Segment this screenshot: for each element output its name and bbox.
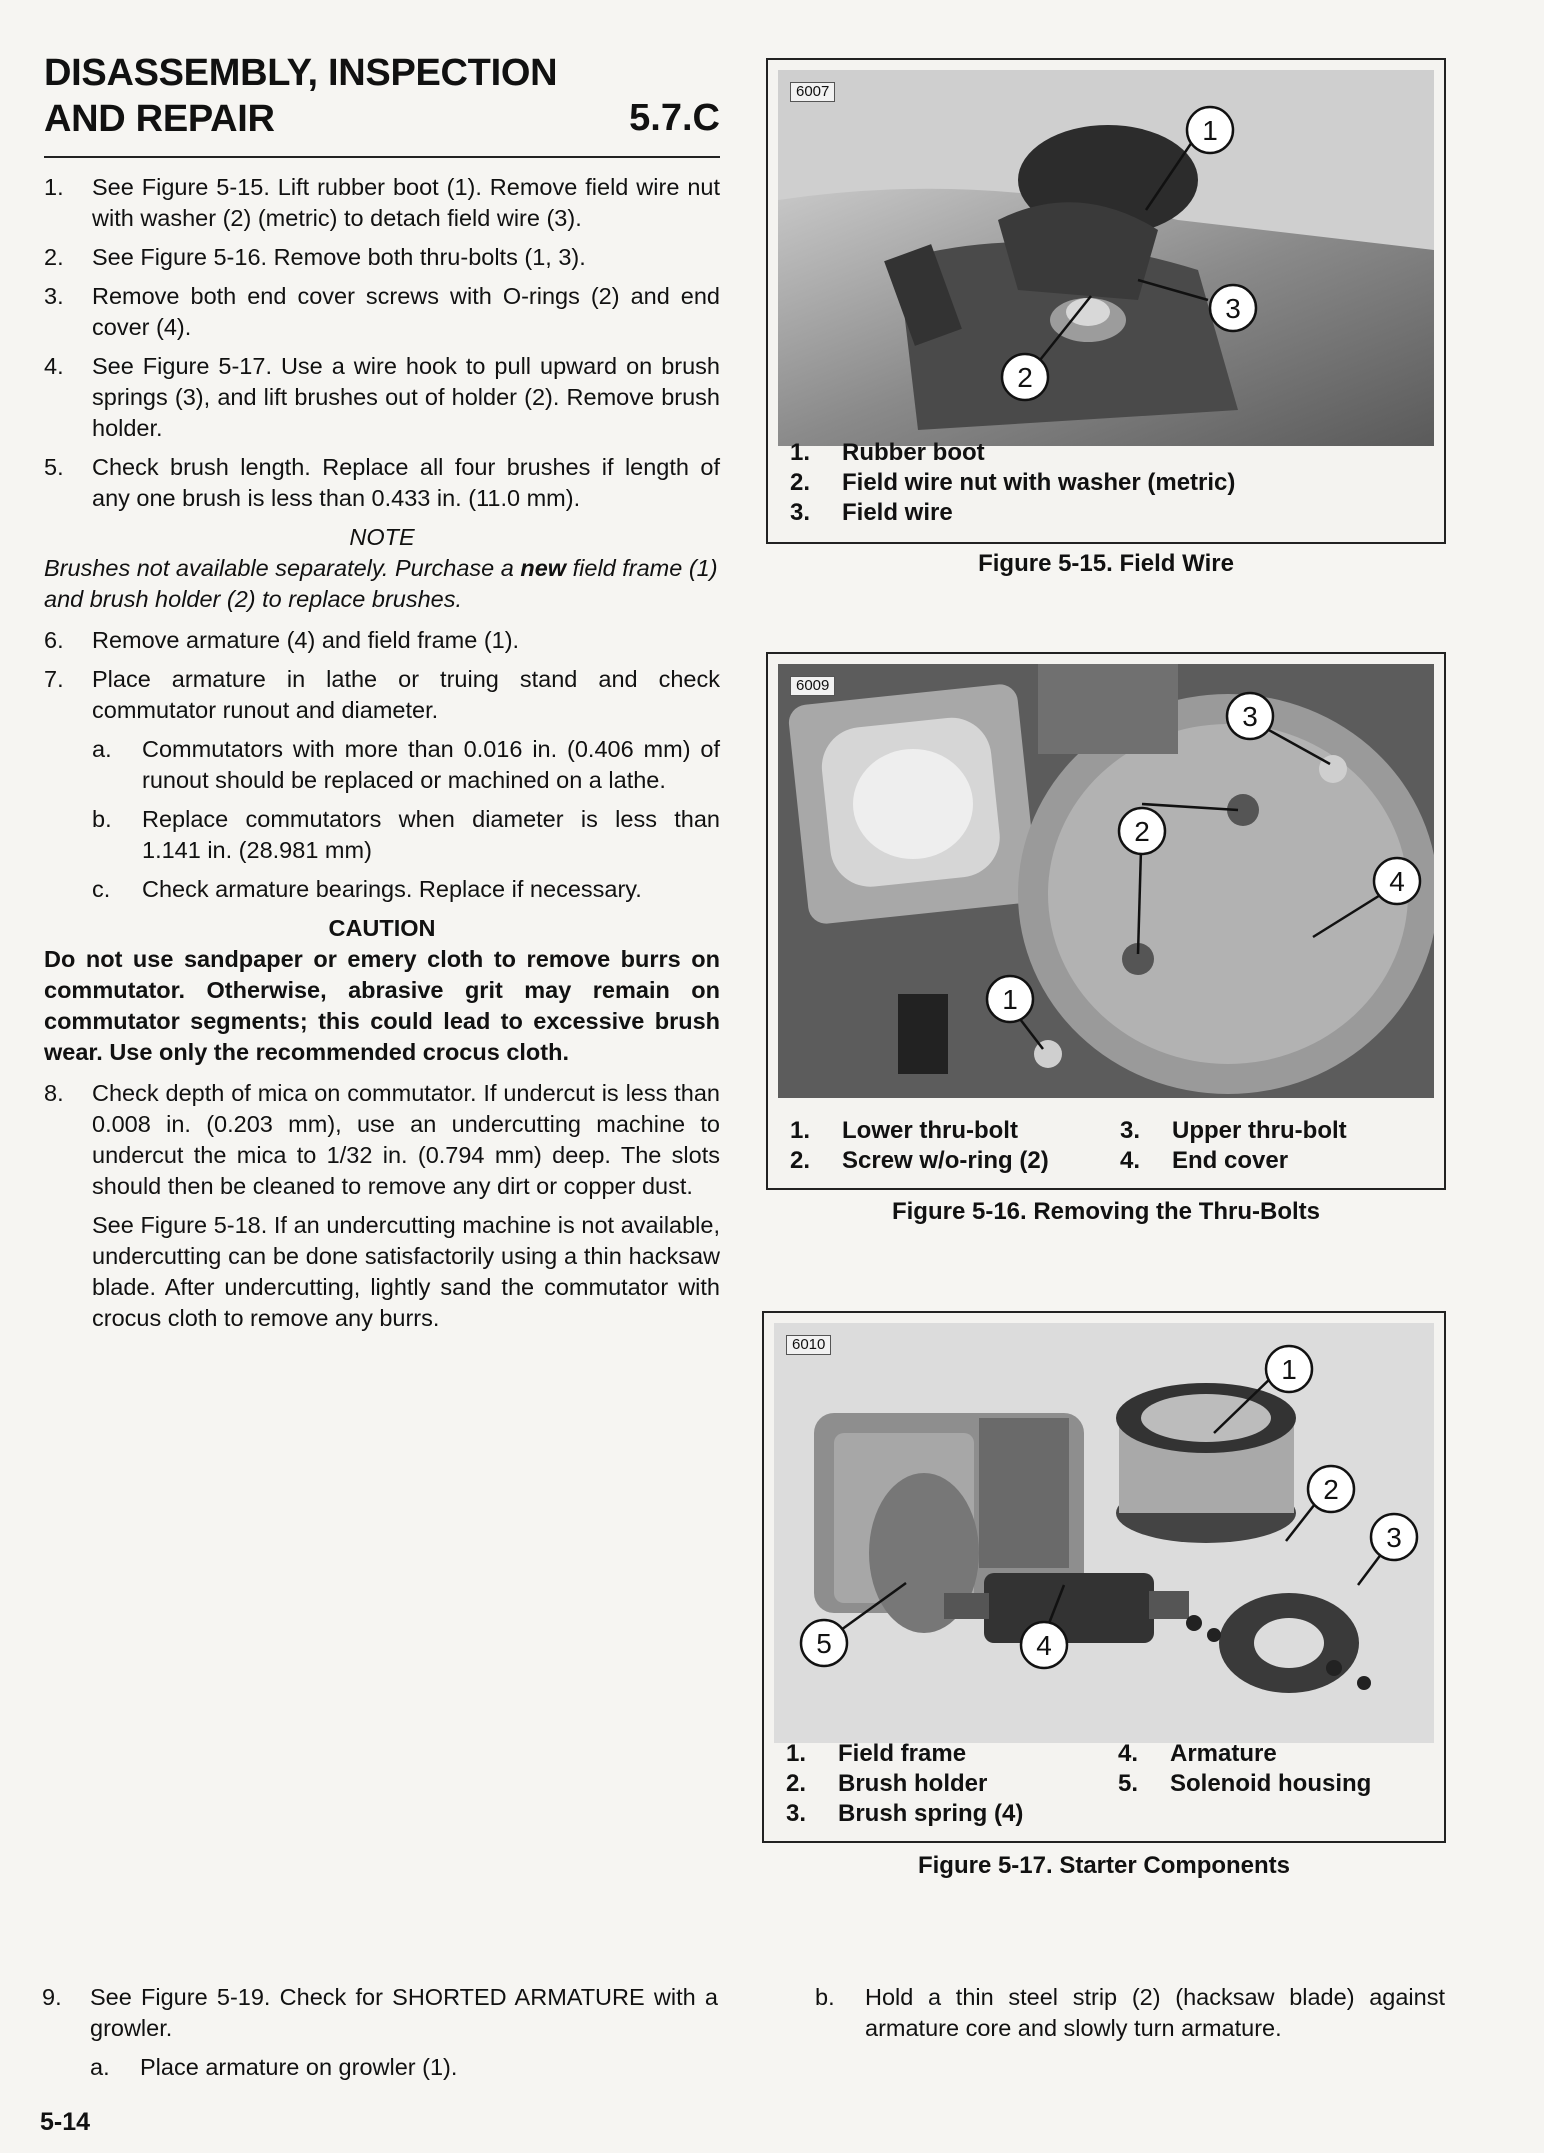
legend-item: 3. Upper thru-bolt xyxy=(1120,1117,1347,1144)
legend-item: 3. Field wire xyxy=(790,499,953,526)
callout-4 xyxy=(1374,858,1420,904)
svg-text:1: 1 xyxy=(1281,1354,1297,1385)
note-text: Brushes not available separately. Purchase a new field frame (1) and brush holder (2) to replace brushes. xyxy=(44,555,718,612)
caution-text: Do not use sandpaper or emery cloth to remove burrs on commutator. Otherwise, abrasive grit may remain on commutator segments; this could lead to excessive brush wear. Use only the recommended crocus cloth. xyxy=(44,946,720,1065)
step-4: 4. See Figure 5-17. Use a wire hook to pull upward on brush springs (3), and lift brushes out of holder (2). Remove brush holder. xyxy=(44,353,720,441)
legend-item: 2. Brush holder xyxy=(786,1770,988,1797)
fig17-legend-right xyxy=(1118,1739,1371,1799)
fig17-legend-left xyxy=(786,1739,1023,1829)
step-2: 2. See Figure 5-16. Remove both thru-bolts (1, 3). xyxy=(44,244,586,270)
legend-item: 2. Screw w/o-ring (2) xyxy=(790,1147,1049,1174)
svg-text:3: 3 xyxy=(1242,701,1258,732)
thru-bolts-photo xyxy=(778,664,1434,1098)
figure-5-17-caption: Figure 5-17. Starter Components xyxy=(917,1852,1291,1879)
svg-text:4: 4 xyxy=(1036,1630,1052,1661)
svg-text:5: 5 xyxy=(816,1628,832,1659)
fig16-callouts xyxy=(778,664,1434,1098)
callout-3 xyxy=(1371,1514,1417,1560)
fig17-callouts xyxy=(774,1323,1434,1743)
fig16-legend-right xyxy=(1120,1116,1347,1176)
figure-5-15-caption: Figure 5-15. Field Wire xyxy=(978,550,1234,577)
page-header xyxy=(44,50,720,142)
legend-item: 1. Rubber boot xyxy=(790,439,985,466)
note-heading: NOTE xyxy=(349,524,415,550)
svg-text:3: 3 xyxy=(1225,293,1241,324)
svg-text:3: 3 xyxy=(1386,1522,1402,1553)
page-number: 5-14 xyxy=(40,2108,91,2136)
fig15-callouts xyxy=(778,70,1434,446)
step-7b: b. Replace commutators when diameter is less than 1.141 in. (28.981 mm) xyxy=(92,806,720,863)
bottom-left-column xyxy=(42,1982,718,2091)
svg-text:1: 1 xyxy=(1002,984,1018,1015)
fig15-legend xyxy=(790,438,1235,528)
legend-item: 1. Lower thru-bolt xyxy=(790,1117,1018,1144)
photo-id-label: 6010 xyxy=(786,1335,831,1355)
page-title-line-2: AND REPAIR xyxy=(44,98,275,140)
header-divider xyxy=(44,156,720,158)
callout-2 xyxy=(1119,808,1165,854)
step-7a: a. Commutators with more than 0.016 in. (0.406 mm) of runout should be replaced or machined on a lathe. xyxy=(92,736,720,793)
figure-5-15 xyxy=(766,58,1446,544)
step-9a: a. Place armature on growler (1). xyxy=(90,2054,458,2080)
callout-1 xyxy=(1187,107,1233,153)
legend-item: 3. Brush spring (4) xyxy=(786,1800,1024,1827)
callout-1 xyxy=(987,976,1033,1022)
callout-2 xyxy=(1308,1466,1354,1512)
step-8-paragraph: See Figure 5-18. If an undercutting machine is not available, undercutting can be done satisfactorily using a thin hacksaw blade. After undercutting, lightly sand the commutator with crocus cloth to remove any burrs. xyxy=(92,1212,720,1331)
step-1: 1. See Figure 5-15. Lift rubber boot (1). Remove field wire nut with washer (2) (metric) to detach field wire (3). xyxy=(44,174,720,231)
figure-5-17 xyxy=(762,1311,1446,1843)
callout-5 xyxy=(801,1620,847,1666)
legend-item: 5. Solenoid housing xyxy=(1118,1770,1372,1797)
svg-text:1: 1 xyxy=(1202,115,1218,146)
fig16-legend-left xyxy=(790,1116,1049,1176)
bottom-right-column xyxy=(815,1982,1445,2052)
svg-text:2: 2 xyxy=(1134,816,1150,847)
svg-text:4: 4 xyxy=(1389,866,1405,897)
step-7: 7. Place armature in lathe or truing stand and check commutator runout and diameter. xyxy=(44,666,720,723)
callout-4 xyxy=(1021,1622,1067,1668)
step-7c: c. Check armature bearings. Replace if necessary. xyxy=(92,876,642,902)
callout-2 xyxy=(1002,354,1048,400)
photo-id-label: 6007 xyxy=(790,82,835,102)
step-9b: b. Hold a thin steel strip (2) (hacksaw blade) against armature core and slowly turn armature. xyxy=(815,1984,1445,2041)
svg-text:2: 2 xyxy=(1323,1474,1339,1505)
callout-1 xyxy=(1266,1346,1312,1392)
page-title-line-1: DISASSEMBLY, INSPECTION xyxy=(44,52,558,94)
figure-5-16-caption: Figure 5-16. Removing the Thru-Bolts xyxy=(891,1198,1321,1225)
callout-3 xyxy=(1210,285,1256,331)
field-wire-photo xyxy=(778,70,1434,446)
legend-item: 4. End cover xyxy=(1120,1147,1289,1174)
callout-3 xyxy=(1227,693,1273,739)
step-8: 8. Check depth of mica on commutator. If undercut is less than 0.008 in. (0.203 mm), use an undercutting machine to undercut the mica to 1/32 in. (0.794 mm) deep. The slots should then be cleaned to remove any dirt or copper dust. xyxy=(44,1080,720,1199)
section-number: 5.7.C xyxy=(629,97,720,139)
step-5: 5. Check brush length. Replace all four brushes if length of any one brush is less than 0.433 in. (11.0 mm). xyxy=(44,454,720,511)
legend-item: 2. Field wire nut with washer (metric) xyxy=(790,469,1236,496)
legend-item: 1. Field frame xyxy=(786,1740,967,1767)
left-column xyxy=(44,172,720,1342)
svg-text:2: 2 xyxy=(1017,362,1033,393)
step-9: 9. See Figure 5-19. Check for SHORTED ARMATURE with a growler. xyxy=(42,1984,718,2041)
legend-item: 4. Armature xyxy=(1118,1740,1277,1767)
starter-components-photo xyxy=(774,1323,1434,1743)
caution-heading: CAUTION xyxy=(328,915,436,941)
figure-5-16 xyxy=(766,652,1446,1190)
step-6: 6. Remove armature (4) and field frame (1). xyxy=(44,627,520,653)
photo-id-label: 6009 xyxy=(790,676,835,696)
step-3: 3. Remove both end cover screws with O-rings (2) and end cover (4). xyxy=(44,283,720,340)
